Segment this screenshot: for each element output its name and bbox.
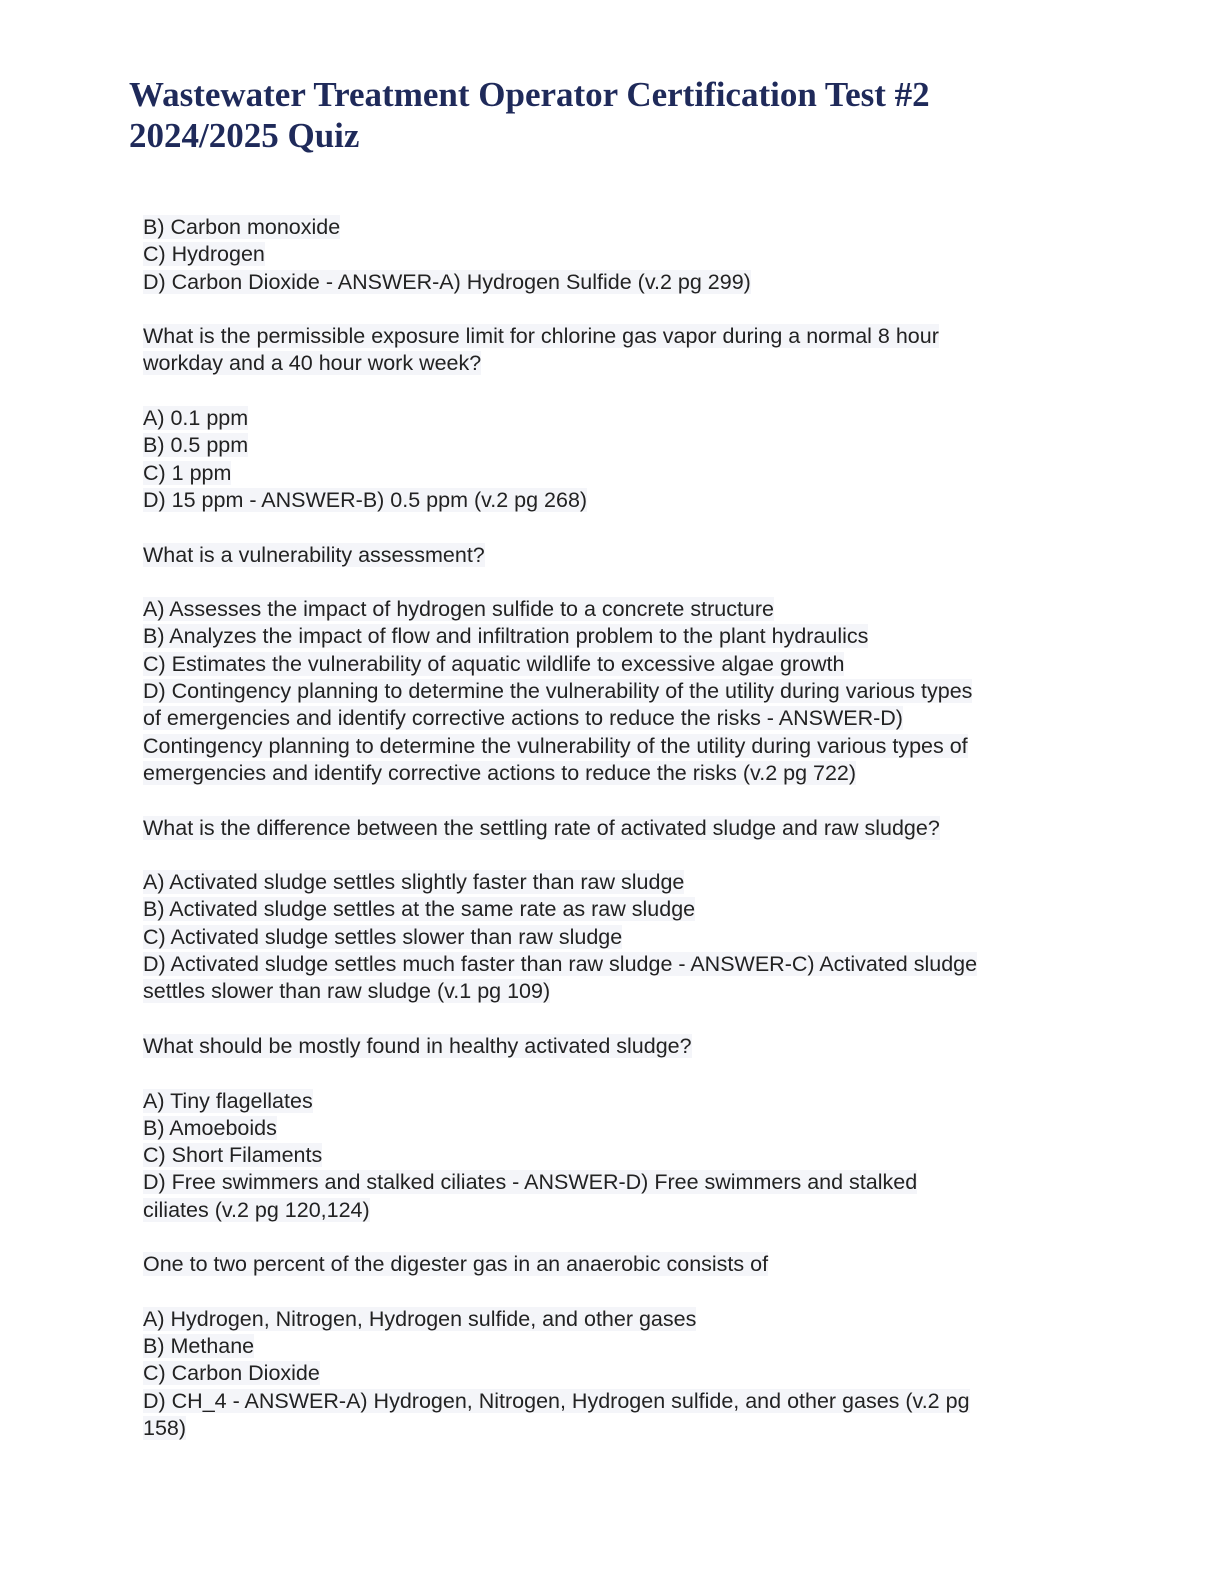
title-line-2: 2024/2025 Quiz (129, 116, 360, 155)
option-c: C) Carbon Dioxide (143, 1361, 320, 1386)
quiz-content (143, 214, 1083, 1442)
option-c: C) Estimates the vulnerability of aquatic wildlife to excessive algae growth (143, 651, 845, 676)
question-text: What is the difference between the settling rate of activated sludge and raw sludge? (143, 815, 940, 840)
option-b: B) Methane (143, 1334, 255, 1359)
question-block (143, 1033, 1083, 1224)
option-d-answer: D) Contingency planning to determine the vulnerability of the utility during various types (143, 679, 973, 704)
question-text: What is the permissible exposure limit for chlorine gas vapor during a normal 8 hour (143, 324, 939, 349)
option-b: B) 0.5 ppm (143, 433, 249, 458)
option-b: B) Carbon monoxide (143, 215, 341, 239)
option-a: A) 0.1 ppm (143, 406, 249, 431)
option-d-answer: D) 15 ppm - ANSWER-B) 0.5 ppm (v.2 pg 268) (143, 487, 588, 512)
option-d-answer: D) Carbon Dioxide - ANSWER-A) Hydrogen Sulfide (v.2 pg 299) (143, 269, 751, 294)
option-d-answer: D) Activated sludge settles much faster than raw sludge - ANSWER-C) Activated sludge (143, 952, 978, 977)
option-d-answer: of emergencies and identify corrective actions to reduce the risks - ANSWER-D) (143, 706, 903, 731)
option-d-answer: settles slower than raw sludge (v.1 pg 109) (143, 979, 551, 1004)
question-text: What is a vulnerability assessment? (143, 542, 485, 567)
option-a: A) Assesses the impact of hydrogen sulfide to a concrete structure (143, 597, 774, 622)
option-c: C) Hydrogen (143, 242, 265, 267)
option-a: A) Hydrogen, Nitrogen, Hydrogen sulfide, and other gases (143, 1306, 697, 1331)
question-block (143, 542, 1083, 788)
option-c: C) 1 ppm (143, 460, 232, 485)
question-block (143, 1251, 1083, 1442)
option-d-answer: D) Free swimmers and stalked ciliates - ANSWER-D) Free swimmers and stalked (143, 1170, 918, 1195)
option-a: A) Tiny flagellates (143, 1088, 313, 1113)
option-c: C) Activated sludge settles slower than raw sludge (143, 924, 623, 949)
option-b: B) Amoeboids (143, 1115, 277, 1140)
option-c: C) Short Filaments (143, 1143, 323, 1168)
option-b: B) Analyzes the impact of flow and infiltration problem to the plant hydraulics (143, 624, 869, 649)
question-text: workday and a 40 hour work week? (143, 351, 482, 376)
option-d-answer: D) CH_4 - ANSWER-A) Hydrogen, Nitrogen, Hydrogen sulfide, and other gases (v.2 pg (143, 1388, 970, 1413)
document-title (129, 74, 1129, 156)
option-d-answer: 158) (143, 1416, 187, 1441)
option-d-answer: emergencies and identify corrective actions to reduce the risks (v.2 pg 722) (143, 760, 857, 785)
question-text: One to two percent of the digester gas in an anaerobic consists of (143, 1252, 769, 1277)
option-d-answer: Contingency planning to determine the vulnerability of the utility during various types of (143, 733, 968, 758)
question-block (143, 323, 1083, 514)
option-d-answer: ciliates (v.2 pg 120,124) (143, 1197, 370, 1222)
option-a: A) Activated sludge settles slightly faster than raw sludge (143, 870, 685, 895)
question-block (143, 815, 1083, 1006)
option-b: B) Activated sludge settles at the same rate as raw sludge (143, 897, 696, 922)
title-line-1: Wastewater Treatment Operator Certification Test #2 (129, 75, 930, 114)
question-block (143, 214, 1083, 296)
question-text: What should be mostly found in healthy activated sludge? (143, 1033, 692, 1058)
